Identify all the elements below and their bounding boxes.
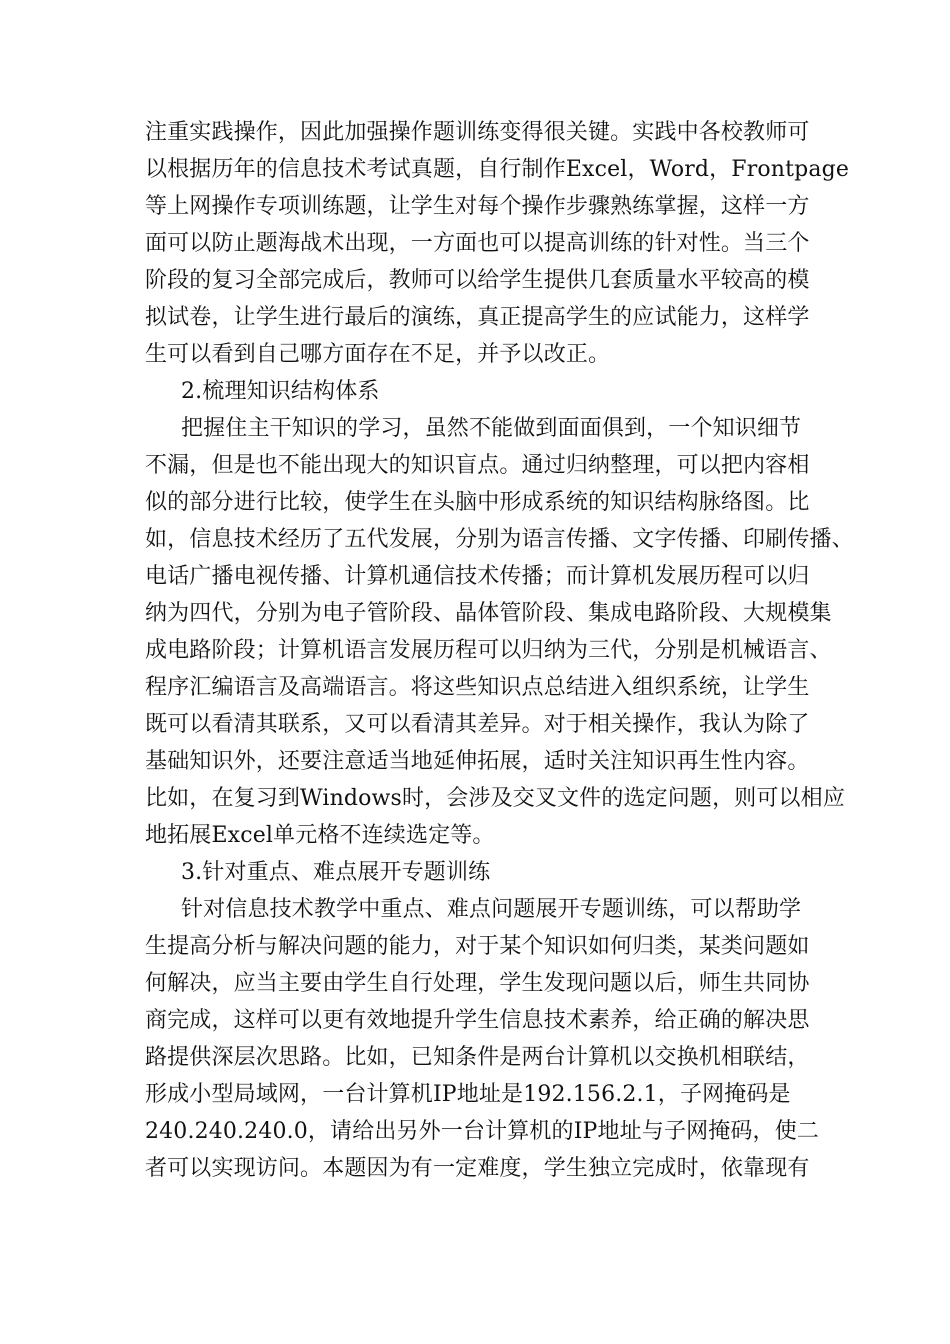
text-line: 商完成，这样可以更有效地提升学生信息技术素养，给正确的解决思 (145, 1008, 810, 1033)
section-heading: 3.针对重点、难点展开专题训练 (181, 860, 491, 885)
text-line: 针对信息技术教学中重点、难点问题展开专题训练，可以帮助学 (181, 897, 802, 922)
text-line: 纳为四代，分别为电子管阶段、晶体管阶段、集成电路阶段、大规模集 (145, 601, 832, 626)
section-heading: 2.梳理知识结构体系 (181, 379, 380, 404)
text-line: 阶段的复习全部完成后，教师可以给学生提供几套质量水平较高的模 (145, 268, 810, 293)
text-line: 不漏，但是也不能出现大的知识盲点。通过归纳整理，可以把内容相 (145, 453, 810, 478)
text-line: 如，信息技术经历了五代发展，分别为语言传播、文字传播、印刷传播、 (145, 527, 854, 552)
text-line: 基础知识外，还要注意适当地延伸拓展，适时关注知识再生性内容。 (145, 749, 810, 774)
text-line: 程序汇编语言及高端语言。将这些知识点总结进入组织系统，让学生 (145, 675, 810, 700)
text-line: 似的部分进行比较，使学生在头脑中形成系统的知识结构脉络图。比 (145, 490, 810, 515)
text-line: 生可以看到自己哪方面存在不足，并予以改正。 (145, 342, 611, 367)
text-line: 面可以防止题海战术出现，一方面也可以提高训练的针对性。当三个 (145, 231, 810, 256)
text-line: 者可以实现访问。本题因为有一定难度，学生独立完成时，依靠现有 (145, 1156, 810, 1181)
text-line: 注重实践操作，因此加强操作题训练变得很关键。实践中各校教师可 (145, 120, 810, 145)
text-line: 成电路阶段；计算机语言发展历程可以归纳为三代，分别是机械语言、 (145, 638, 832, 663)
text-line: 把握住主干知识的学习，虽然不能做到面面俱到，一个知识细节 (181, 416, 802, 441)
text-line: 拟试卷，让学生进行最后的演练，真正提高学生的应试能力，这样学 (145, 305, 810, 330)
document-body (145, 114, 854, 1187)
text-line: 240.240.240.0，请给出另外一台计算机的IP地址与子网掩码，使二 (145, 1119, 819, 1144)
text-line: 路提供深层次思路。比如，已知条件是两台计算机以交换机相联结， (145, 1045, 810, 1070)
text-line: 形成小型局域网，一台计算机IP地址是192.156.2.1，子网掩码是 (145, 1082, 791, 1107)
text-line: 比如，在复习到Windows时，会涉及交叉文件的选定问题，则可以相应 (145, 786, 845, 811)
text-line: 既可以看清其联系，又可以看清其差异。对于相关操作，我认为除了 (145, 712, 810, 737)
text-line: 地拓展Excel单元格不连续选定等。 (145, 823, 495, 848)
text-line: 何解决，应当主要由学生自行处理，学生发现问题以后，师生共同协 (145, 971, 810, 996)
text-line: 等上网操作专项训练题，让学生对每个操作步骤熟练掌握，这样一方 (145, 194, 810, 219)
text-line: 电话广播电视传播、计算机通信技术传播；而计算机发展历程可以归 (145, 564, 810, 589)
text-line: 以根据历年的信息技术考试真题，自行制作Excel，Word，Frontpage (145, 157, 849, 182)
text-line: 生提高分析与解决问题的能力，对于某个知识如何归类，某类问题如 (145, 934, 810, 959)
